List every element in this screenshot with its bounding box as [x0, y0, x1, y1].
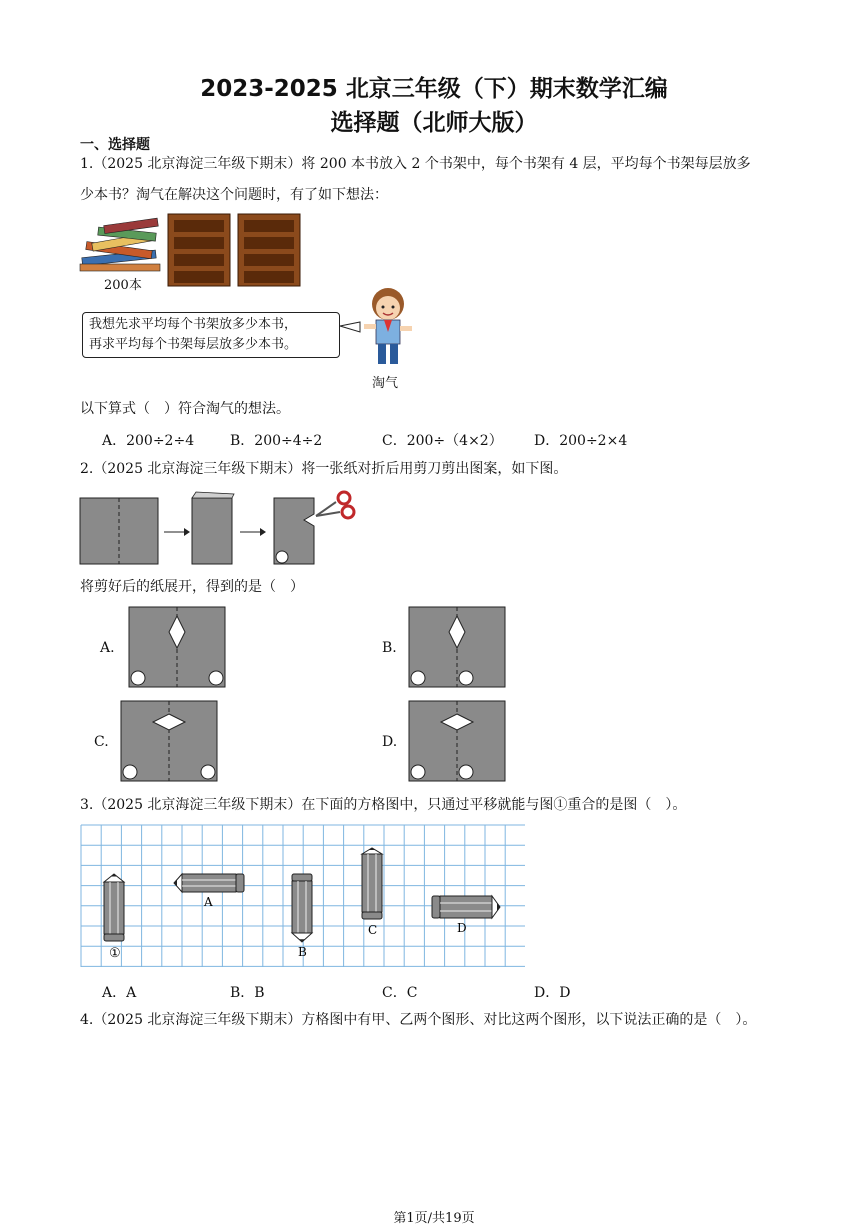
q4-text: 4.（2025 北京海淀三年级下期末）方格图中有甲、乙两个图形、对比这两个图形，以下说法正确的是（ ）。: [80, 1012, 757, 1028]
pencil-figure-c: [362, 848, 382, 919]
q1-prompt: 以下算式（ ）符合淘气的想法。: [80, 401, 290, 417]
pencil-figure-a: [174, 874, 244, 892]
figure-label-b: B: [298, 945, 307, 959]
arrow-right-icon: [164, 528, 190, 536]
q2-option-d-figure[interactable]: [408, 700, 506, 782]
bookshelf-right-icon: [238, 214, 300, 286]
grid-pencils-figure: [80, 824, 526, 968]
q2-option-b-label[interactable]: B.: [382, 640, 397, 656]
figure-label-a: A: [204, 895, 213, 909]
figure-label-d: D: [457, 921, 467, 935]
q3-option-a[interactable]: A．A: [102, 985, 137, 1001]
speech-bubble: [82, 312, 340, 358]
figure-label-1: ①: [109, 946, 121, 961]
book-pile-icon: [80, 218, 160, 271]
q1-text-line1: 1.（2025 北京海淀三年级下期末）将 200 本书放入 2 个书架中，每个书架有 4 层，平均每个书架每层放多: [80, 156, 751, 172]
arrow-right-icon: [240, 528, 266, 536]
q2-option-c-figure[interactable]: [120, 700, 218, 782]
document-title-line1: 2023-2025 北京三年级（下）期末数学汇编: [200, 76, 668, 102]
books-count-label: 200本: [104, 278, 142, 293]
scissors-icon: [316, 492, 354, 518]
q3-option-c[interactable]: C．C: [382, 985, 418, 1001]
bubble-line2: 再求平均每个书架每层放多少本书。: [89, 337, 298, 352]
pencil-figure-b: [292, 874, 312, 942]
pencil-figure-d: [432, 896, 500, 918]
bubble-line1: 我想先求平均每个书架放多少本书，: [89, 317, 298, 332]
q1-text-line2: 少本书？淘气在解决这个问题时，有了如下想法：: [80, 187, 388, 203]
q2-option-a-label[interactable]: A.: [100, 640, 115, 656]
q1-option-d[interactable]: D．200÷2×4: [534, 433, 628, 449]
page-footer: 第1页/共19页: [393, 1211, 475, 1226]
section-heading: 一、选择题: [80, 137, 150, 153]
figure-label-c: C: [368, 923, 378, 937]
q2-option-c-label[interactable]: C.: [94, 734, 109, 750]
q1-option-b[interactable]: B．200÷4÷2: [230, 433, 323, 449]
q3-text: 3.（2025 北京海淀三年级下期末）在下面的方格图中，只通过平移就能与图①重合的是图（ ）。: [80, 797, 687, 813]
pencil-figure-1: [104, 874, 124, 941]
document-title-line2: 选择题（北师大版）: [330, 110, 538, 136]
q2-option-b-figure[interactable]: [408, 606, 506, 688]
q2-prompt: 将剪好后的纸展开，得到的是（ ）: [80, 579, 304, 595]
boy-character-icon: [338, 286, 418, 372]
q1-option-c[interactable]: C．200÷（4×2）: [382, 433, 503, 449]
q1-option-a[interactable]: A．200÷2÷4: [102, 433, 195, 449]
q3-option-d[interactable]: D．D: [534, 985, 571, 1001]
bookshelf-left-icon: [168, 214, 230, 286]
paper-folding-figure: [78, 486, 368, 568]
q2-text: 2.（2025 北京海淀三年级下期末）将一张纸对折后用剪刀剪出图案，如下图。: [80, 461, 568, 477]
character-name-label: 淘气: [372, 376, 399, 391]
q3-option-b[interactable]: B．B: [230, 985, 265, 1001]
q2-option-a-figure[interactable]: [128, 606, 226, 688]
q2-option-d-label[interactable]: D.: [382, 734, 398, 750]
